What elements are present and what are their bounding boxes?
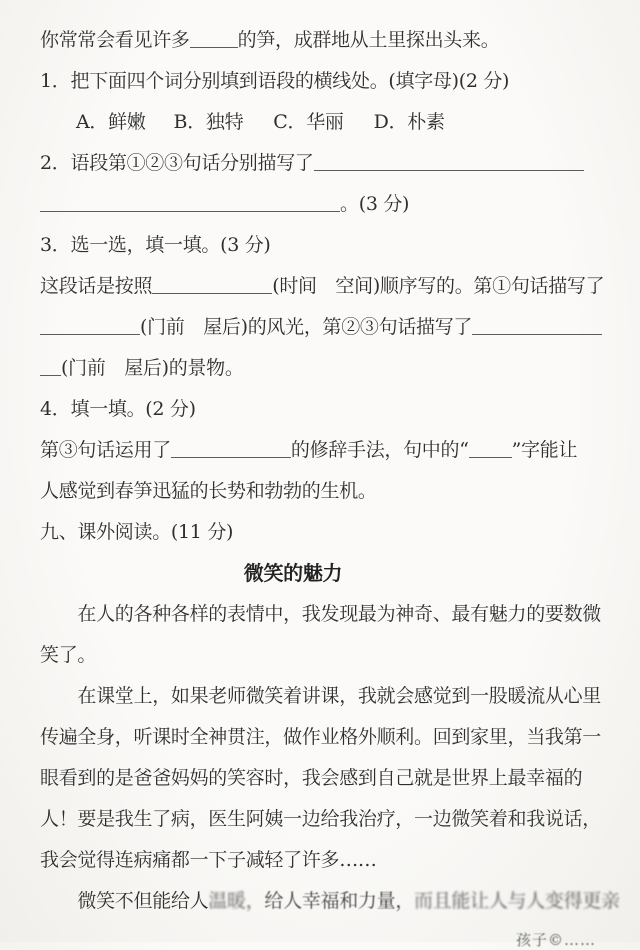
text-segment: 3．选一选，填一填。(3 分) (40, 234, 271, 256)
blank-underline (469, 454, 512, 458)
blank-underline (190, 44, 238, 48)
text-segment: 你常常会看见许多 (40, 29, 190, 51)
paragraph-2-line-4 (40, 799, 602, 840)
text-segment: 九、课外阅读。(11 分) (40, 521, 234, 543)
text-segment: B．独特 (173, 111, 244, 133)
question-1-options (40, 102, 602, 143)
paragraph-2-line-1 (40, 676, 602, 717)
blank-underline (171, 454, 291, 458)
text-segment: A．鲜嫩 (76, 111, 146, 133)
text-segment: 而且能让人与人变得更亲 (414, 890, 620, 912)
text-segment: 2．语段第①②③句话分别描写了 (40, 152, 314, 174)
fill-sentence-line (40, 20, 602, 61)
blank-underline (472, 331, 602, 335)
text-segment: 笑了。 (40, 644, 97, 666)
question-3-line-2 (40, 307, 602, 348)
text-segment: C．华丽 (273, 111, 344, 133)
text-segment: 温暖， (208, 890, 265, 912)
text-segment: 人！要是我生了病，医生阿姨一边给我治疗，一边微笑着和我说话， (40, 808, 602, 830)
text-segment: 在课堂上，如果老师微笑着讲课，我就会感觉到一股暖流从心里 (40, 685, 602, 707)
question-4-line-1 (40, 430, 602, 471)
question-2-stem (40, 143, 602, 184)
text-segment: 这段话是按照 (40, 275, 153, 297)
text-segment: ”字能让 (511, 439, 578, 461)
question-3-line-3 (40, 348, 602, 389)
text-segment: 给人幸福和力量， (264, 890, 415, 912)
paragraph-2-line-2 (40, 717, 602, 758)
question-4-stem (40, 389, 602, 430)
paragraph-1-line-1 (40, 594, 602, 635)
exam-text-lines (40, 20, 620, 922)
question-1-stem (40, 61, 602, 102)
text-segment: 传遍全身，听课时全神贯注，做作业格外顺利。回到家里，当我第一 (40, 726, 602, 748)
text-segment: 的笋，成群地从土里探出头来。 (237, 29, 500, 51)
reading-title (12, 553, 574, 594)
text-segment: D．朴素 (373, 111, 445, 133)
text-segment: (门前 屋后)的风光，第②③句话描写了 (140, 316, 473, 338)
blank-underline (40, 208, 340, 212)
watermark: 孩子©…… (515, 931, 596, 949)
text-segment: 人感觉到春笋迅猛的长势和勃勃的生机。 (40, 480, 377, 502)
text-segment: 我会觉得连病痛都一下子减轻了许多…… (40, 849, 377, 871)
text-segment: 微笑的魅力 (243, 561, 343, 585)
text-segment: 4．填一填。(2 分) (40, 398, 196, 420)
blank-underline (40, 331, 140, 335)
blank-underline (314, 167, 584, 171)
text-segment: 的修辞手法，句中的“ (290, 439, 469, 461)
paragraph-1-line-2 (40, 635, 602, 676)
text-segment: 1．把下面四个词分别填到语段的横线处。(填字母)(2 分) (40, 70, 510, 92)
text-segment: 。(3 分) (340, 193, 410, 215)
blank-underline (40, 372, 61, 376)
paragraph-3-line-1 (40, 881, 620, 922)
text-segment: 在人的各种各样的表情中，我发现最为神奇、最有魅力的要数微 (40, 603, 602, 625)
text-segment: (门前 屋后)的景物。 (61, 357, 244, 379)
question-3-line-1 (40, 266, 605, 307)
paragraph-2-line-3 (40, 758, 602, 799)
paragraph-2-line-5 (40, 840, 602, 881)
text-segment: 眼看到的是爸爸妈妈的笑容时，我会感到自己就是世界上最幸福的 (40, 767, 583, 789)
question-4-line-2 (40, 471, 602, 512)
blank-underline (152, 290, 272, 294)
text-segment: 微笑不但能给人 (40, 890, 209, 912)
question-3-stem (40, 225, 602, 266)
text-segment: (时间 空间)顺序写的。第①句话描写了 (272, 275, 605, 297)
question-2-continuation (40, 184, 602, 225)
text-segment: 第③句话运用了 (40, 439, 171, 461)
section-9-heading (40, 512, 602, 553)
